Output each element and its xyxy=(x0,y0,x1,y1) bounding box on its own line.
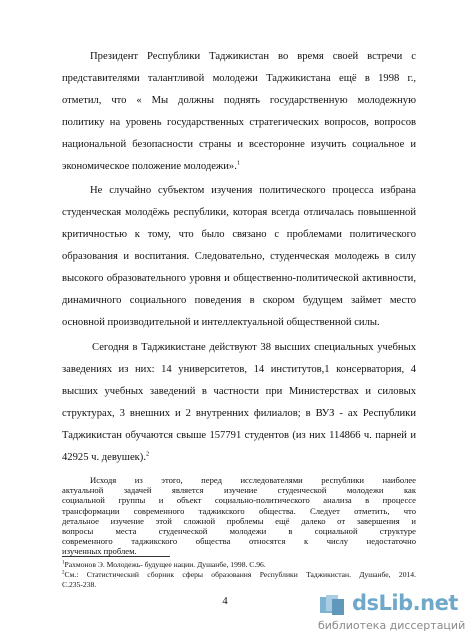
footnote-2-cont: С.235-238. xyxy=(62,580,97,589)
book-stack-icon xyxy=(318,593,350,617)
footnote-separator xyxy=(62,556,170,557)
text-line: экономическое положение молодежи».$^1$ xyxy=(62,159,241,172)
text-line: детальное изучение этой сложной проблемы ещё далеко от завершения и xyxy=(62,515,416,526)
footnote-mark-2: 2 xyxy=(145,450,150,458)
text-line: актуальной задачей является изучение студенческой молодежи как xyxy=(62,485,416,496)
text-line: основной производительной и интеллектуальной общественной силы. xyxy=(62,317,380,328)
text-line: современного таджикского общества относятся к числу недостаточно xyxy=(62,536,416,547)
text-line: критичностью к тому, что было связано с проблемами политического xyxy=(62,229,416,240)
page-number: 4 xyxy=(222,596,228,607)
text-line: отметил, что « Мы должны поднять государственную молодежную xyxy=(62,95,416,106)
text-line: высших учебных заведений в частности при Министерствах и силовых xyxy=(62,386,416,397)
text-line: трансформации современного таджикского общества. Следует отметить, что xyxy=(62,505,416,516)
watermark-logo: dsLib.net xyxy=(352,591,458,615)
text-line: представителями талантливой молодежи Таджикистана ещё в 1998 г., xyxy=(62,73,416,84)
text-line: Таджикистан обучаются свыше 157791 студентов (из них 114866 ч. парней и xyxy=(62,430,416,441)
text-line: Не случайно субъектом изучения политического процесса избрана xyxy=(90,185,416,196)
text-line: структурах, 3 внешних и 2 внутренних филиалов; в ВУЗ - ах Республики xyxy=(62,408,416,419)
text-line: Президент Республики Таджикистан во время своей встречи с xyxy=(90,51,416,62)
footnote-mark-1: 1 xyxy=(236,159,241,167)
text-line: Исходя из этого, перед исследователями республики наиболее xyxy=(90,475,416,485)
footnote-2: $^2$См.: Статистический сборник сферы образования Республики Таджикистан. Душанбе, 2014. xyxy=(62,570,416,579)
text-line: динамичного социального поведения в скором будущем займет место xyxy=(62,295,416,306)
text-line: студенческая молодёжь республики, которая всегда отличалась повышенной xyxy=(62,207,416,218)
watermark-tagline: библиотека диссертаций xyxy=(318,619,465,632)
text-line: политику на уровень государственных стратегических вопросов, вопросов xyxy=(62,117,416,128)
text-line: национальной безопасности страны и всесторонне изучить социальное и xyxy=(62,139,416,150)
text-line: вопросы места студенческой молодежи в социальной структуре xyxy=(62,526,416,536)
text-line: изученных проблем. xyxy=(62,546,137,557)
text-line: заведениях из них: 14 университетов, 14 институтов,1 консерватория, 4 xyxy=(62,364,416,375)
text-line: Сегодня в Таджикистане действуют 38 высших специальных учебных xyxy=(92,342,416,353)
text-line: 42925 ч. девушек).$^2$ xyxy=(62,450,150,463)
text-line: образования и воспитания. Следовательно, студенческая молодежь в силу xyxy=(62,251,416,262)
watermark xyxy=(314,591,465,636)
text-line: социальной группы и объект социально-политического анализа в процессе xyxy=(62,495,416,506)
text-line: высокого образовательного уровня и общественно-политической активности, xyxy=(62,273,416,284)
footnote-1: $^1$Рахмонов Э. Молодежь- будущее нации. Душанбе, 1998. С.96. xyxy=(62,560,266,569)
